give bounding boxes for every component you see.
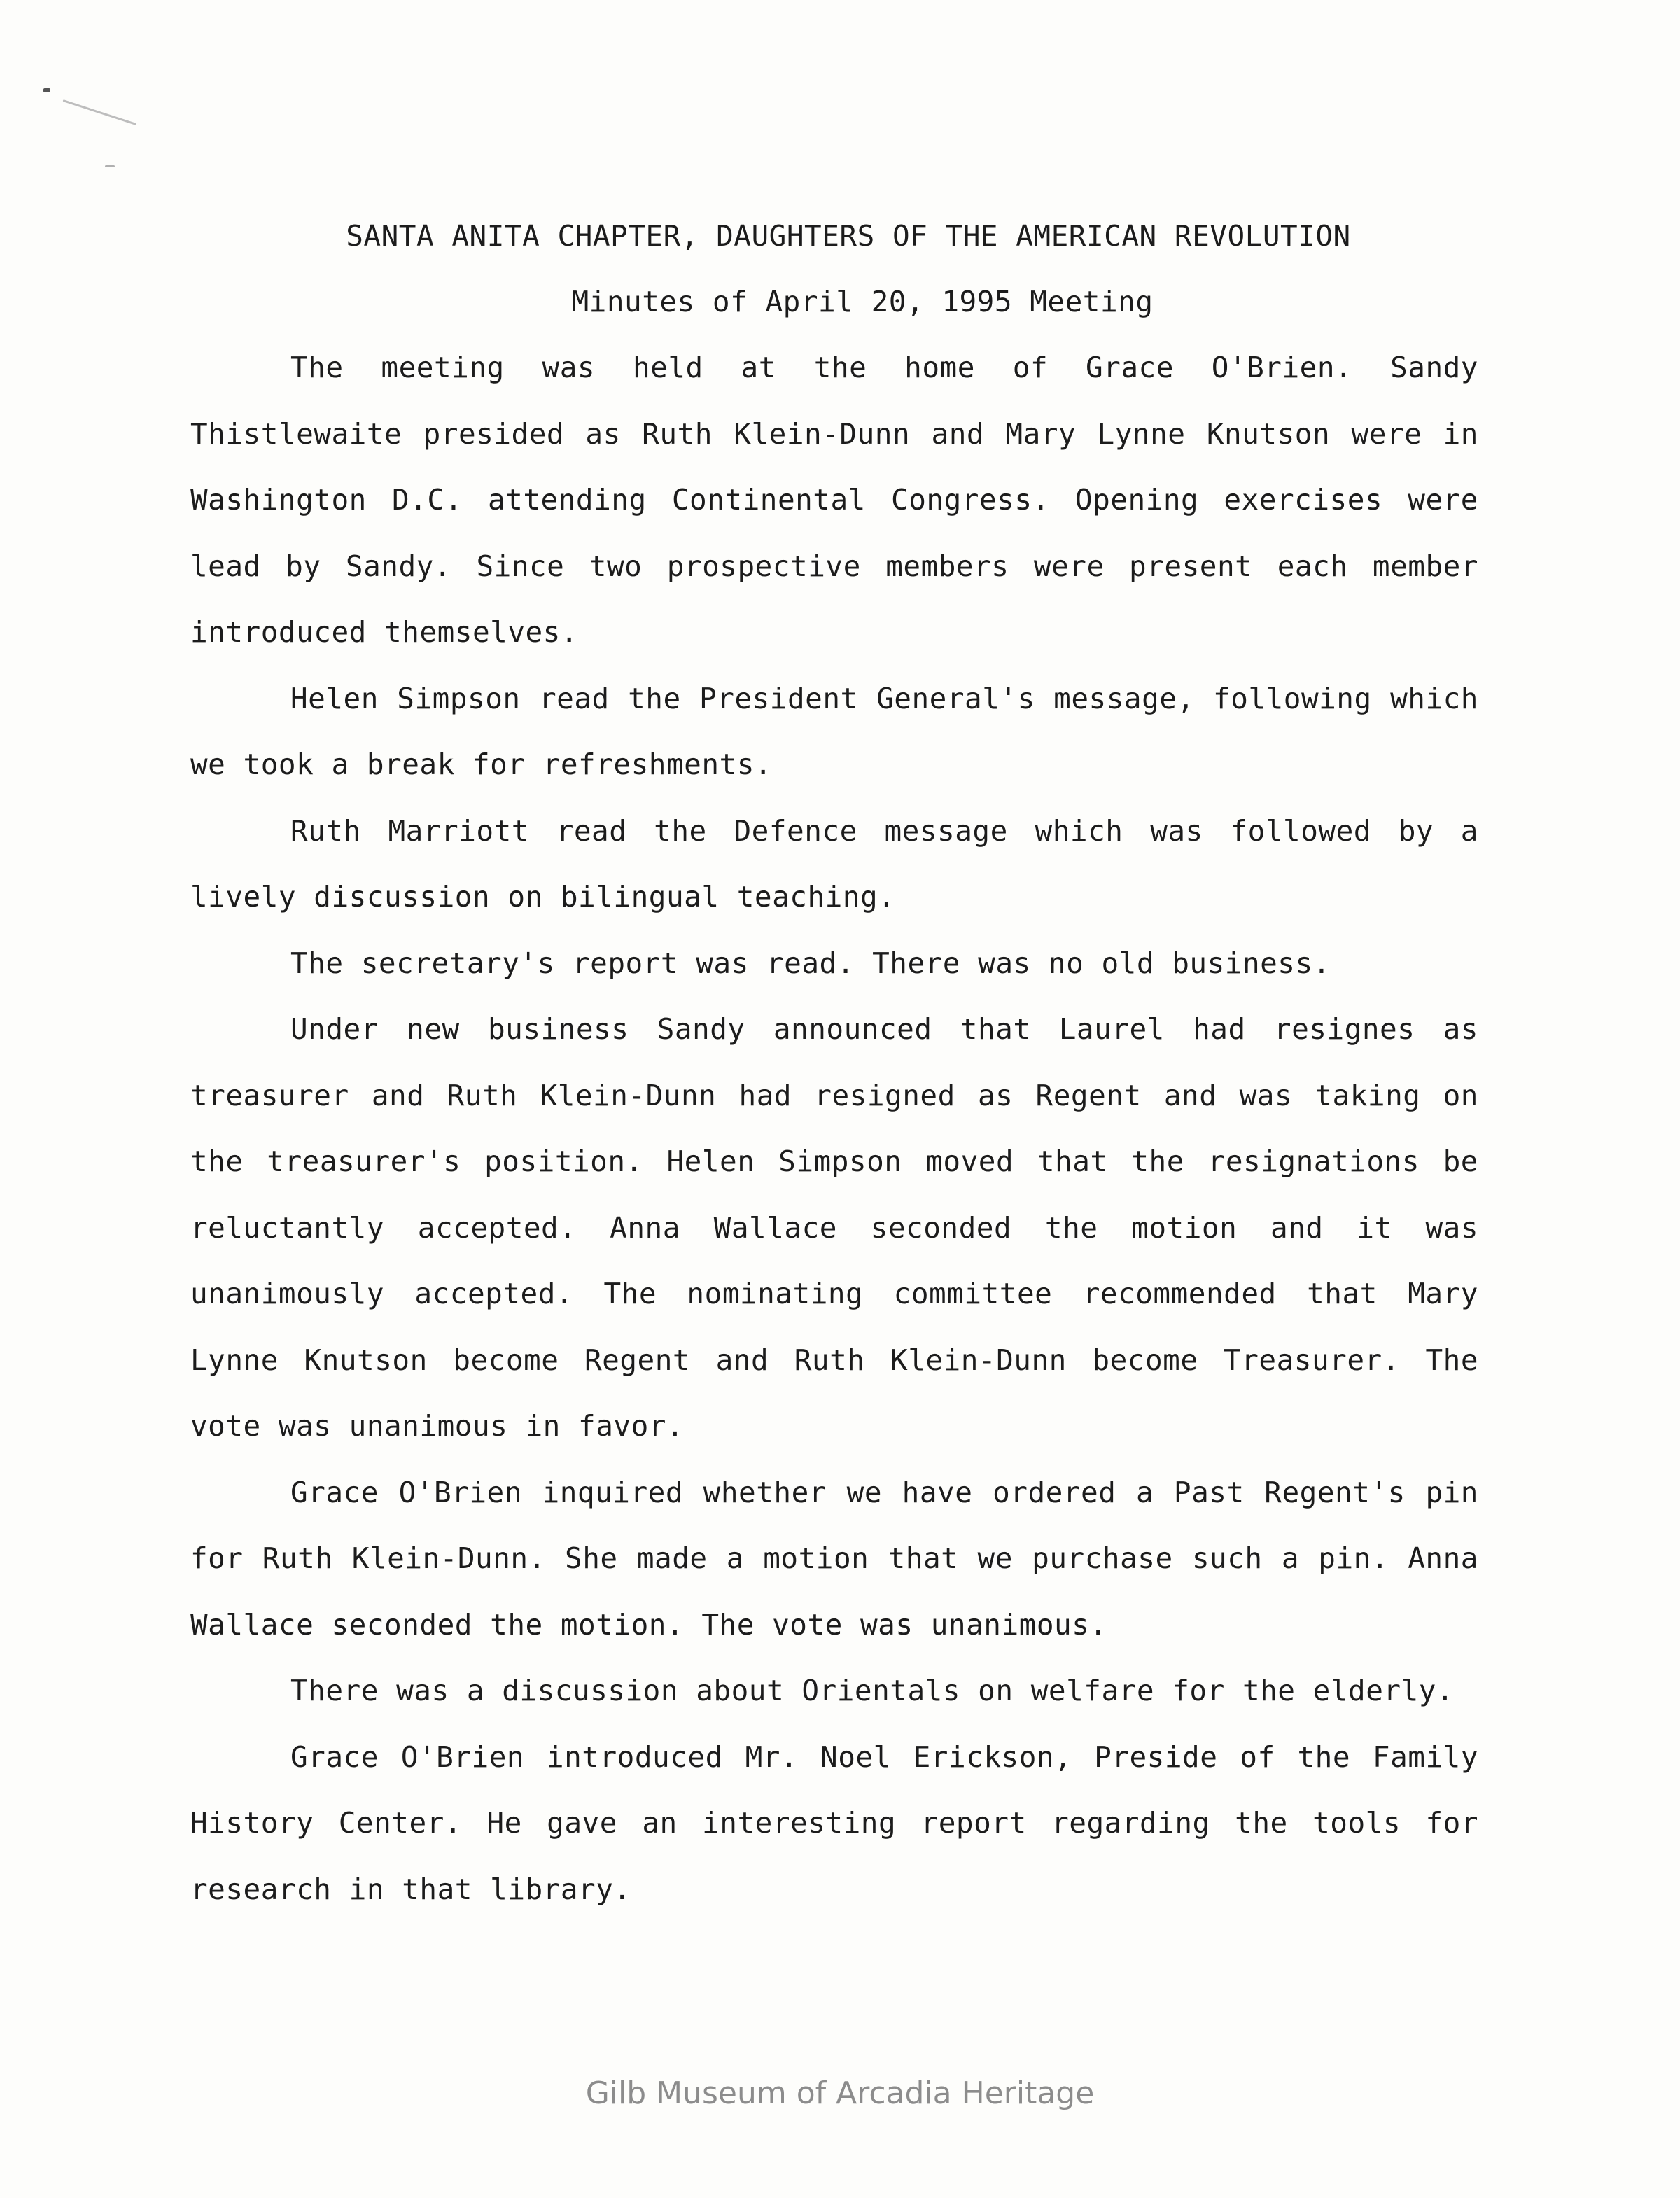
paragraph-past-regent-pin: Grace O'Brien inquired whether we have ordered a Past Regent's pin for Ruth Klein-Dunn. She made a motion that we purchase such a pin. Anna Wallace seconded the motion. The vote was unanimous. xyxy=(190,1475,1478,1642)
scan-scratch xyxy=(63,99,137,125)
museum-watermark: Gilb Museum of Arcadia Heritage xyxy=(585,2076,1095,2111)
document-body xyxy=(190,203,1478,1922)
paragraph-secretary-report: The secretary's report was read. There was no old business. xyxy=(290,946,1331,980)
scan-speck xyxy=(43,88,50,92)
paragraph-defence-message: Ruth Marriott read the Defence message which was followed by a lively discussion on bilingual teaching. xyxy=(190,813,1478,913)
paragraph-new-business: Under new business Sandy announced that Laurel had resignes as treasurer and Ruth Klein-Dunn had resigned as Regent and was taking on the treasurer's position. Helen Simpson moved that the resignations be reluctantly accepted. Anna Wallace seconded the motion and it was unanimously accepted. The nominating committee recommended that Mary Lynne Knutson become Regent and Ruth Klein-Dunn become Treasurer. The vote was unanimous in favor. xyxy=(190,1012,1478,1443)
paragraph-president-general-message: Helen Simpson read the President General's message, following which we took a break for refreshments. xyxy=(190,681,1478,781)
paragraph-meeting-location: The meeting was held at the home of Grace O'Brien. Sandy Thistlewaite presided as Ruth Klein-Dunn and Mary Lynne Knutson were in Washington D.C. attending Continental Congress. Opening exercises were lead by Sandy. Since two prospective members were present each member introduced themselves. xyxy=(190,351,1478,649)
document-title: SANTA ANITA CHAPTER, DAUGHTERS OF THE AMERICAN REVOLUTION xyxy=(346,219,1351,253)
scan-speck xyxy=(105,165,115,167)
paragraph-guest-speaker: Grace O'Brien introduced Mr. Noel Erickson, Preside of the Family History Center. He gave an interesting report regarding the tools for research in that library. xyxy=(190,1740,1478,1906)
document-subtitle: Minutes of April 20, 1995 Meeting xyxy=(571,285,1154,318)
paragraph-welfare-discussion: There was a discussion about Orientals on welfare for the elderly. xyxy=(290,1674,1455,1707)
